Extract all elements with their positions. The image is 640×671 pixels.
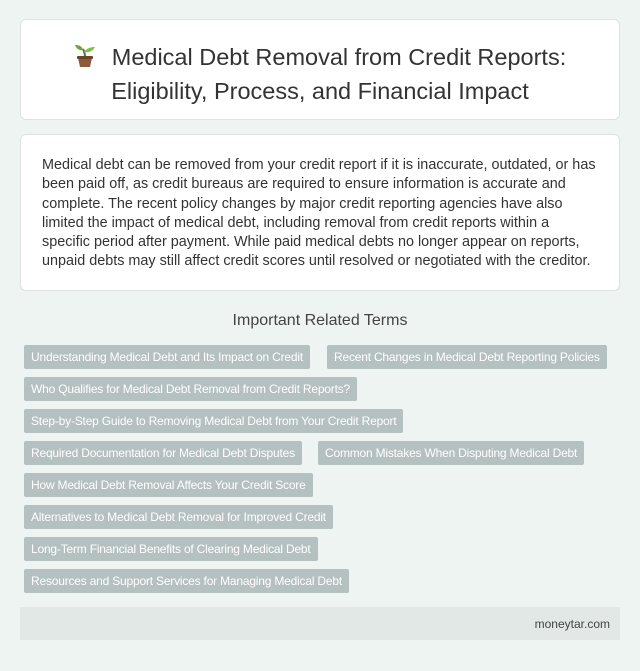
title-line-2: Eligibility, Process, and Financial Impact [111,78,529,104]
title-line-1: Medical Debt Removal from Credit Reports: [111,44,567,70]
title-card [20,19,620,120]
related-term-tag[interactable]: Understanding Medical Debt and Its Impact on Credit [24,345,310,369]
related-term-tag[interactable]: Recent Changes in Medical Debt Reporting Policies [327,345,607,369]
related-term-tag[interactable]: Who Qualifies for Medical Debt Removal from Credit Reports? [24,377,357,401]
intro-card [20,134,620,291]
sprout-icon [74,44,96,76]
related-term-tag[interactable]: Resources and Support Services for Managing Medical Debt [24,569,349,593]
related-terms-heading: Important Related Terms [232,312,408,329]
related-term-tag[interactable]: Common Mistakes When Disputing Medical Debt [318,441,584,465]
footer [20,607,620,640]
related-term-tag[interactable]: Step-by-Step Guide to Removing Medical Debt from Your Credit Report [24,409,403,433]
intro-paragraph: Medical debt can be removed from your credit report if it is inaccurate, outdated, or has been paid off, as credit bureaus are required to ensure information is accurate and complete. The recent policy changes by major credit reporting agencies have also limited the impact of medical debt, including removal from credit reports within a specific period after payment. While paid medical debts no longer appear on reports, unpaid debts may still affect credit scores until resolved or negotiated with the creditor. [42,157,596,270]
related-term-tag[interactable]: Required Documentation for Medical Debt Disputes [24,441,302,465]
related-term-tag[interactable]: Alternatives to Medical Debt Removal for Improved Credit [24,505,333,529]
related-term-tag[interactable]: How Medical Debt Removal Affects Your Credit Score [24,473,313,497]
related-term-tag[interactable]: Long-Term Financial Benefits of Clearing Medical Debt [24,537,318,561]
page-title [21,42,619,107]
footer-site-link[interactable]: moneytar.com [534,617,610,631]
